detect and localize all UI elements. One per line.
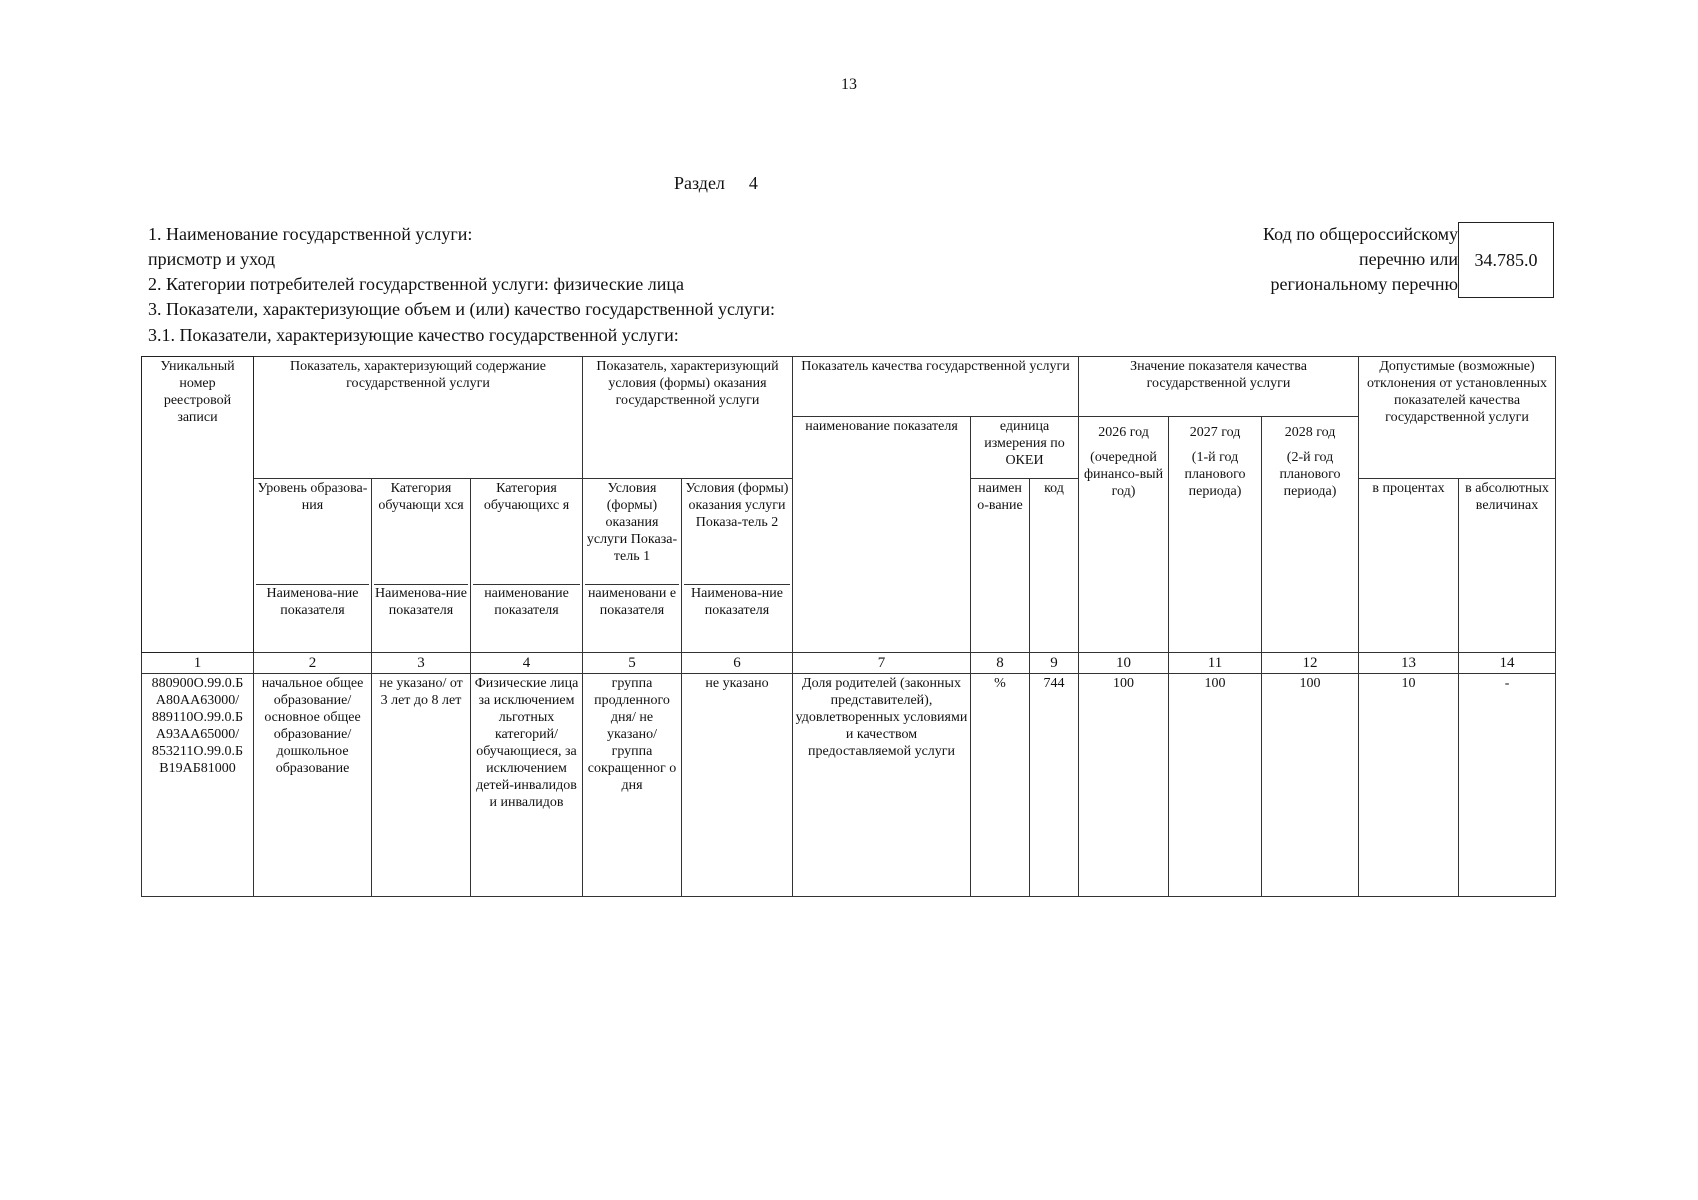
column-number: 12: [1262, 653, 1359, 674]
quality-indicators-table: [141, 356, 1556, 897]
cell-student-category-2: Физические лица за исключением льготных категорий/ обучающиеся, за исключением детей-инвалидов и инвалидов: [471, 674, 583, 897]
section-label: Раздел: [674, 173, 725, 193]
cell-deviation-absolute: -: [1459, 674, 1556, 897]
consumer-category: 2. Категории потребителей государственной услуги: физические лица: [148, 274, 684, 294]
education-level-name: Наименова-ние показателя: [266, 586, 359, 618]
cell-student-category-1: не указано/ от 3 лет до 8 лет: [372, 674, 471, 897]
header-quality-indicator: Показатель качества государственной услуги: [793, 357, 1079, 417]
cell-condition-2: не указано: [682, 674, 793, 897]
section-number: 4: [748, 173, 758, 193]
student-category-1-label: Категория обучающи хся: [374, 480, 468, 585]
cell-condition-1: группа продленного дня/ не указано/ группа сокращенног о дня: [583, 674, 682, 897]
cell-unit-name: %: [971, 674, 1030, 897]
header-unit-okei: единица измерения по ОКЕИ: [971, 417, 1079, 479]
header-condition-1: [583, 479, 682, 653]
cell-indicator-name: Доля родителей (законных представителей), удовлетворенных условиями и качеством предоставляемой услуги: [793, 674, 971, 897]
column-number: 2: [254, 653, 372, 674]
header-indicator-name: наименование показателя: [793, 417, 971, 653]
header-unit-code: код: [1030, 479, 1079, 653]
section-heading: [674, 173, 758, 194]
header-condition-2: [682, 479, 793, 653]
column-number: 8: [971, 653, 1030, 674]
column-number: 6: [682, 653, 793, 674]
service-name-value: присмотр и уход: [148, 249, 276, 269]
year-2026-label: 2026 год: [1098, 425, 1149, 440]
indicators-heading: 3. Показатели, характеризующие объем и (или) качество государственной услуги:: [148, 299, 775, 319]
column-number: 9: [1030, 653, 1079, 674]
header-unique-number: Уникальный номер реестровой записи: [142, 357, 254, 653]
column-number: 4: [471, 653, 583, 674]
column-number: 3: [372, 653, 471, 674]
column-number: 14: [1459, 653, 1556, 674]
header-deviation-absolute: в абсолютных величинах: [1459, 479, 1556, 653]
registry-code-label: [1230, 222, 1458, 297]
condition-2-name: Наименова-ние показателя: [691, 586, 783, 618]
column-number: 13: [1359, 653, 1459, 674]
registry-code-label-line3: региональному перечню: [1270, 274, 1458, 294]
column-number: 11: [1169, 653, 1262, 674]
header-student-category-1: [372, 479, 471, 653]
year-2027-label: 2027 год: [1189, 425, 1241, 440]
registry-code-box: [1458, 222, 1554, 298]
cell-education-level: начальное общее образование/ основное общее образование/ дошкольное образование: [254, 674, 372, 897]
page-number: 13: [841, 76, 857, 93]
header-allowed-deviation: Допустимые (возможные) отклонения от установленных показателей качества государственной услуги: [1359, 357, 1556, 479]
student-category-2-name: наименование показателя: [484, 586, 569, 618]
column-number: 5: [583, 653, 682, 674]
header-deviation-percent: в процентах: [1359, 479, 1459, 653]
cell-value-2027: 100: [1169, 674, 1262, 897]
header-content-indicator: Показатель, характеризующий содержание государственной услуги: [254, 357, 583, 479]
year-2028-sub: (2-й год планового периода): [1279, 450, 1341, 499]
column-number: 10: [1079, 653, 1169, 674]
condition-1-name: наименовани е показателя: [587, 586, 677, 618]
header-unit-name: наимен о-вание: [971, 479, 1030, 653]
column-number: 1: [142, 653, 254, 674]
cell-unique-number: 880900О.99.0.Б А80АА63000/ 889110О.99.0.Б А93АА65000/ 853211О.99.0.Б В19АБ81000: [142, 674, 254, 897]
registry-code-value: 34.785.0: [1474, 249, 1538, 270]
header-year-2026: [1079, 417, 1169, 653]
quality-indicators-heading: 3.1. Показатели, характеризующие качество государственной услуги:: [148, 325, 679, 345]
cell-value-2028: 100: [1262, 674, 1359, 897]
cell-deviation-percent: 10: [1359, 674, 1459, 897]
header-year-2028: [1262, 417, 1359, 653]
cell-value-2026: 100: [1079, 674, 1169, 897]
column-number: 7: [793, 653, 971, 674]
year-2026-sub: (очередной финансо-вый год): [1083, 450, 1164, 499]
registry-code-label-line2: перечню или: [1358, 249, 1458, 269]
header-student-category-2: [471, 479, 583, 653]
student-category-1-name: Наименова-ние показателя: [375, 586, 467, 618]
table-row: [142, 674, 1556, 897]
header-indicator-value: Значение показателя качества государственной услуги: [1079, 357, 1359, 417]
header-conditions-indicator: Показатель, характеризующий условия (формы) оказания государственной услуги: [583, 357, 793, 479]
year-2027-sub: (1-й год планового периода): [1184, 450, 1246, 499]
registry-code-label-line1: Код по общероссийскому: [1263, 224, 1458, 244]
service-name-label: 1. Наименование государственной услуги:: [148, 224, 473, 244]
condition-2-label: Условия (формы) оказания услуги Показа-тель 2: [684, 480, 790, 585]
education-level-label: Уровень образова-ния: [256, 480, 369, 585]
cell-unit-code: 744: [1030, 674, 1079, 897]
header-education-level: [254, 479, 372, 653]
condition-1-label: Условия (формы) оказания услуги Показа-тель 1: [585, 480, 679, 585]
header-year-2027: [1169, 417, 1262, 653]
year-2028-label: 2028 год: [1284, 425, 1336, 440]
student-category-2-label: Категория обучающихс я: [473, 480, 580, 585]
